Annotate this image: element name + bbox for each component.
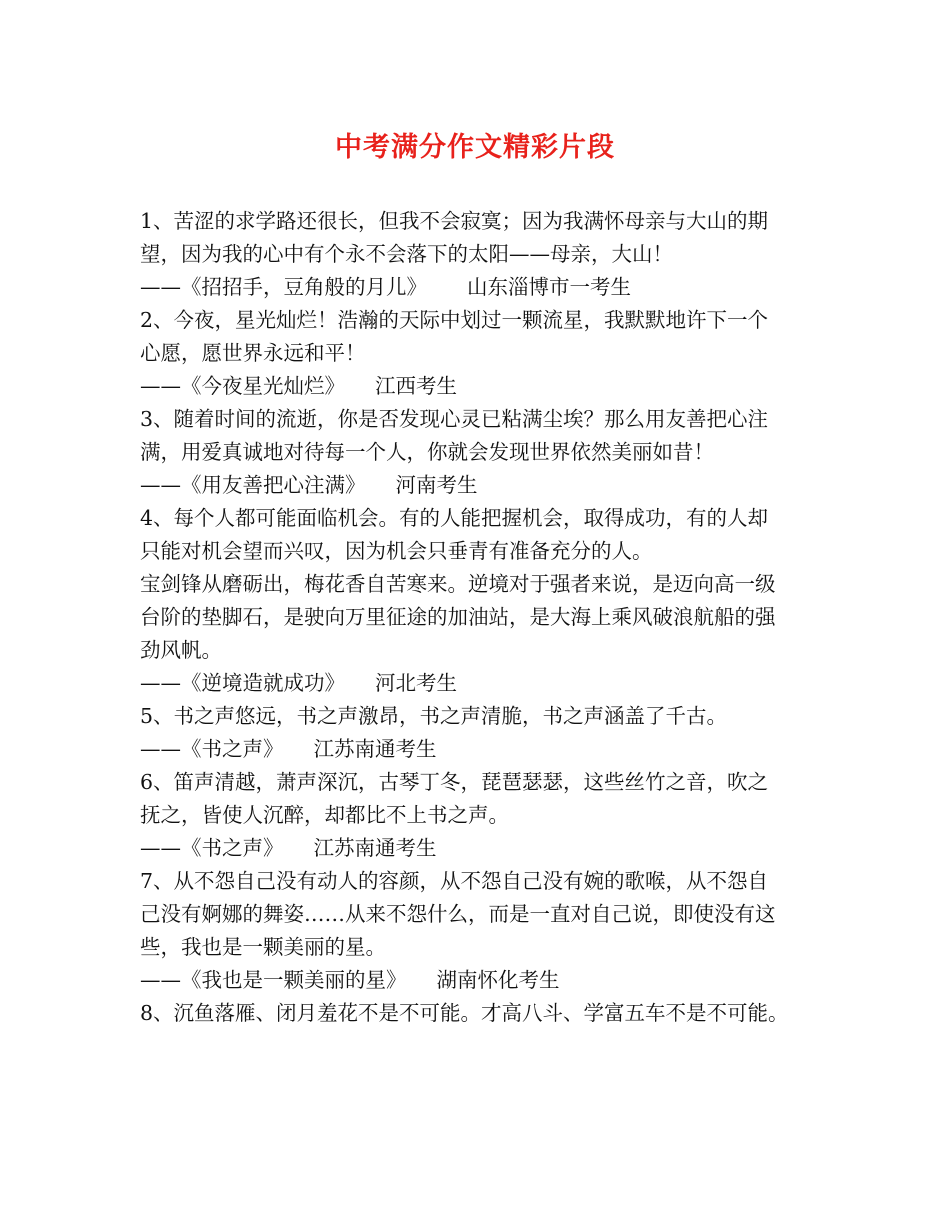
excerpt-line: 满，用爱真诚地对待每一个人，你就会发现世界依然美丽如昔！ bbox=[140, 440, 714, 464]
source-author: 江苏南通考生 bbox=[313, 836, 437, 860]
excerpt-line: 望，因为我的心中有个永不会落下的太阳——母亲，大山！ bbox=[140, 242, 673, 266]
excerpt-entry bbox=[140, 766, 830, 865]
excerpt-entry bbox=[140, 403, 830, 502]
excerpt-line: 些，我也是一颗美丽的星。 bbox=[140, 935, 386, 959]
source-author: 湖南怀化考生 bbox=[436, 968, 560, 992]
page-title: 中考满分作文精彩片段 bbox=[335, 132, 615, 163]
excerpt-entry bbox=[140, 700, 830, 766]
source-title: ——《今夜星光灿烂》 bbox=[140, 374, 345, 398]
excerpt-line: 劲风帆。 bbox=[140, 638, 222, 662]
excerpt-line: 1、苦涩的求学路还很长，但我不会寂寞；因为我满怀母亲与大山的期 bbox=[140, 209, 769, 233]
excerpt-line: 抚之，皆使人沉醉，却都比不上书之声。 bbox=[140, 803, 509, 827]
excerpt-entry bbox=[140, 304, 830, 403]
excerpt-line: 5、书之声悠远，书之声激昂，书之声清脆，书之声涵盖了千古。 bbox=[140, 704, 728, 728]
excerpt-line: 2、今夜，星光灿烂！浩瀚的天际中划过一颗流星，我默默地许下一个 bbox=[140, 308, 769, 332]
excerpt-line: 台阶的垫脚石，是驶向万里征途的加油站，是大海上乘风破浪航船的强 bbox=[140, 605, 776, 629]
source-line bbox=[140, 832, 830, 865]
excerpt-line: 宝剑锋从磨砺出，梅花香自苦寒来。逆境对于强者来说，是迈向高一级 bbox=[140, 572, 776, 596]
source-title: ——《书之声》 bbox=[140, 737, 284, 761]
excerpt-entry bbox=[140, 997, 830, 1030]
excerpt-line: 己没有婀娜的舞姿……从来不怨什么，而是一直对自己说，即使没有这 bbox=[140, 902, 776, 926]
excerpt-line: 只能对机会望而兴叹，因为机会只垂青有准备充分的人。 bbox=[140, 539, 653, 563]
source-author: 河南考生 bbox=[395, 473, 478, 497]
excerpt-line: 8、沉鱼落雁、闭月羞花不是不可能。才高八斗、学富五车不是不可能。 bbox=[140, 1001, 789, 1025]
source-author: 山东淄博市一考生 bbox=[467, 275, 631, 299]
source-author: 河北考生 bbox=[375, 671, 457, 695]
excerpt-line: 7、从不怨自己没有动人的容颜，从不怨自己没有婉的歌喉，从不怨自 bbox=[140, 869, 769, 893]
source-line bbox=[140, 370, 830, 403]
source-author: 江西考生 bbox=[375, 374, 457, 398]
excerpt-entry bbox=[140, 205, 830, 304]
source-title: ——《书之声》 bbox=[140, 836, 284, 860]
source-line bbox=[140, 667, 830, 700]
source-title: ——《招招手，豆角般的月儿》 bbox=[140, 275, 427, 299]
source-line bbox=[140, 733, 830, 766]
source-line bbox=[140, 964, 830, 997]
excerpt-entry bbox=[140, 502, 830, 700]
source-title: ——《逆境造就成功》 bbox=[140, 671, 345, 695]
excerpt-line: 4、每个人都可能面临机会。有的人能把握机会，取得成功，有的人却 bbox=[140, 506, 769, 530]
source-title: ——《用友善把心注满》 bbox=[140, 473, 366, 497]
excerpt-line: 3、随着时间的流逝，你是否发现心灵已粘满尘埃？那么用友善把心注 bbox=[140, 407, 769, 431]
source-title: ——《我也是一颗美丽的星》 bbox=[140, 968, 407, 992]
source-author: 江苏南通考生 bbox=[313, 737, 437, 761]
document-body bbox=[140, 205, 830, 1030]
source-line bbox=[140, 469, 830, 502]
excerpt-line: 心愿，愿世界永远和平！ bbox=[140, 341, 366, 365]
excerpt-line: 6、笛声清越，萧声深沉，古琴丁冬，琵琶瑟瑟，这些丝竹之音，吹之 bbox=[140, 770, 769, 794]
source-line bbox=[140, 271, 830, 304]
excerpt-entry bbox=[140, 865, 830, 997]
